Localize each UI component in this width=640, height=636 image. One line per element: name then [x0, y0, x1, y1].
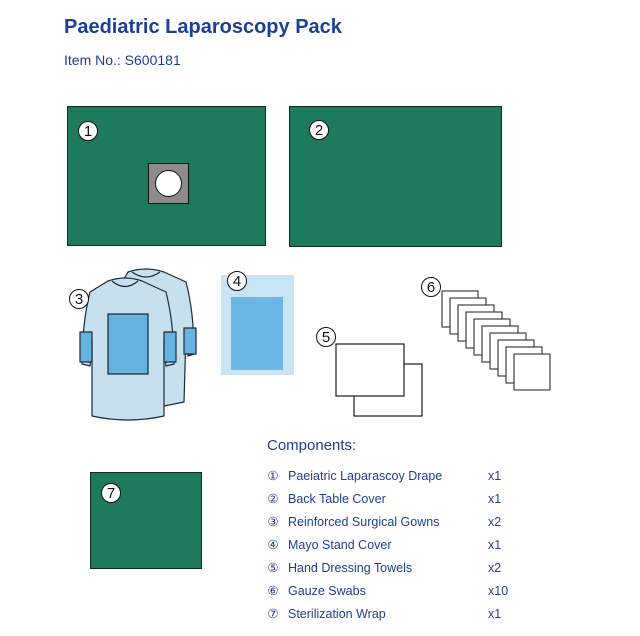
figure-label-5: 5: [316, 327, 336, 347]
component-number: ①: [267, 469, 279, 483]
gown-front: [80, 278, 176, 420]
figure-label-2: 2: [309, 120, 329, 140]
mayo-reinforcement-panel: [231, 297, 283, 370]
component-name: Gauze Swabs: [288, 584, 366, 598]
gauze-swabs-illustration: [440, 289, 560, 405]
component-quantity: x2: [488, 515, 502, 529]
component-name: Hand Dressing Towels: [288, 561, 413, 575]
figure-label-7: 7: [101, 483, 121, 503]
sterilization-wrap-illustration: [90, 472, 202, 569]
figure-label-1: 1: [78, 121, 98, 141]
component-number: ⑥: [267, 584, 279, 598]
component-number: ③: [267, 515, 279, 529]
component-quantity: x1: [488, 607, 502, 621]
figure-label-4: 4: [227, 271, 247, 291]
components-heading: Components:: [267, 437, 357, 454]
figure-label-6: 6: [421, 277, 441, 297]
figure-label-3: 3: [69, 289, 89, 309]
component-name: Reinforced Surgical Gowns: [288, 515, 440, 529]
fenestration-hole: [155, 170, 182, 197]
item-number: Item No.: S600181: [64, 52, 181, 68]
component-number: ⑦: [267, 607, 279, 621]
component-quantity: x10: [488, 584, 509, 598]
component-quantity: x1: [488, 492, 502, 506]
fenestration-window: [148, 163, 189, 204]
towel-front: [336, 344, 404, 396]
page-title: Paediatric Laparoscopy Pack: [64, 16, 342, 38]
component-name: Mayo Stand Cover: [288, 538, 392, 552]
hand-towels-illustration: [334, 342, 426, 418]
component-number: ④: [267, 538, 279, 552]
gauze-swab: [514, 354, 550, 390]
component-quantity: x1: [488, 538, 502, 552]
laparoscopy-drape-illustration: [67, 106, 266, 246]
back-table-cover-illustration: [289, 106, 502, 247]
component-quantity: x2: [488, 561, 502, 575]
component-quantity: x1: [488, 469, 502, 483]
component-name: Paeiatric Laparascoy Drape: [288, 469, 443, 483]
component-name: Back Table Cover: [288, 492, 386, 506]
component-number: ②: [267, 492, 279, 506]
component-number: ⑤: [267, 561, 279, 575]
surgical-gowns-illustration: [60, 262, 210, 432]
component-name: Sterilization Wrap: [288, 607, 386, 621]
